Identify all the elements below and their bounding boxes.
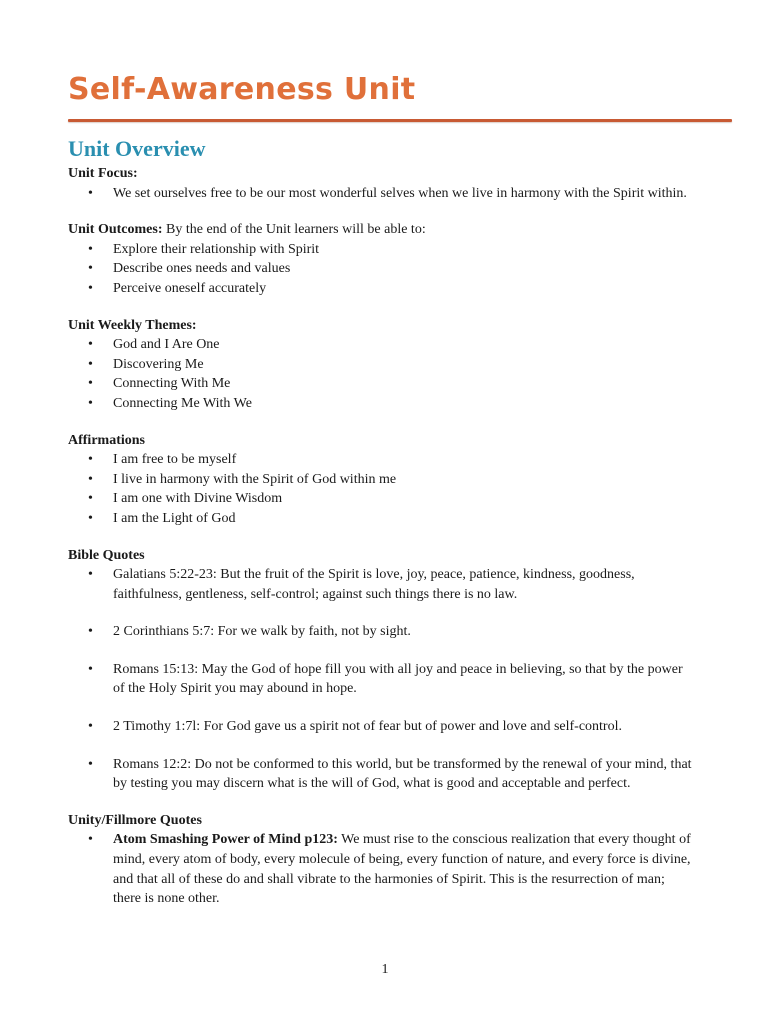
list-item: • I am free to be myself xyxy=(68,450,694,470)
title-divider xyxy=(68,119,732,122)
list-item: • Galatians 5:22-23: But the fruit of the Spirit is love, joy, peace, patience, kindness, goodness, faithfulness, gentleness, self-control; against such things there is no law. xyxy=(68,565,694,604)
weekly-themes-label: Unit Weekly Themes: xyxy=(68,317,197,333)
list-item: • Discovering Me xyxy=(68,355,694,375)
affirmations-section xyxy=(68,431,694,529)
list-item: • God and I Are One xyxy=(68,335,694,355)
affirmations-label: Affirmations xyxy=(68,432,145,448)
bible-quotes-list xyxy=(68,565,694,794)
list-item: • I live in harmony with the Spirit of God within me xyxy=(68,470,694,490)
list-item xyxy=(68,830,694,908)
list-item: • Romans 12:2: Do not be conformed to this world, but be transformed by the renewal of your mind, that by testing you may discern what is the will of God, what is good and acceptable and perfect. xyxy=(68,755,694,794)
unit-focus-section xyxy=(68,164,694,203)
unit-outcomes-intro: By the end of the Unit learners will be able to: xyxy=(162,222,426,238)
unit-focus-label: Unit Focus: xyxy=(68,166,138,181)
unity-quotes-list xyxy=(68,830,694,908)
unity-quotes-label: Unity/Fillmore Quotes xyxy=(68,812,202,828)
weekly-themes-section xyxy=(68,316,694,414)
section-heading-unit-overview: Unit Overview xyxy=(68,136,206,161)
page-number: 1 xyxy=(381,962,389,977)
list-item: • Explore their relationship with Spirit xyxy=(68,240,694,260)
page-title: Self-Awareness Unit xyxy=(68,72,416,107)
list-item: • We set ourselves free to be our most wonderful selves when we live in harmony with the Spirit within. xyxy=(68,184,694,204)
list-item: • Describe ones needs and values xyxy=(68,259,694,279)
quote-source: Atom Smashing Power of Mind p123: xyxy=(113,832,338,848)
unit-outcomes-section xyxy=(68,220,694,298)
bible-quotes-section xyxy=(68,546,694,794)
affirmations-list xyxy=(68,450,694,528)
unity-quotes-section xyxy=(68,811,694,909)
unit-outcomes-list xyxy=(68,240,694,299)
document-body xyxy=(68,164,694,909)
list-item: • Connecting Me With We xyxy=(68,394,694,414)
list-item: • Connecting With Me xyxy=(68,374,694,394)
list-item: • Perceive oneself accurately xyxy=(68,279,694,299)
unit-focus-list xyxy=(68,184,694,204)
quote-text: We must rise to the conscious realization that every thought of mind, every atom of body, every molecule of being, every function of nature, and every force is divine, and that all of these do and shall vibrate to the harmonies of Spirit. This is the resurrection of man; there is none other. xyxy=(113,832,691,907)
list-item: • 2 Timothy 1:7l: For God gave us a spirit not of fear but of power and love and self-control. xyxy=(68,717,694,737)
list-item: • 2 Corinthians 5:7: For we walk by faith, not by sight. xyxy=(68,622,694,642)
bible-quotes-label: Bible Quotes xyxy=(68,547,145,563)
list-item: • Romans 15:13: May the God of hope fill you with all joy and peace in believing, so that by the power of the Holy Spirit you may abound in hope. xyxy=(68,660,694,699)
weekly-themes-list xyxy=(68,335,694,413)
list-item: • I am the Light of God xyxy=(68,509,694,529)
list-item: • I am one with Divine Wisdom xyxy=(68,489,694,509)
unit-outcomes-label: Unit Outcomes: xyxy=(68,222,163,238)
